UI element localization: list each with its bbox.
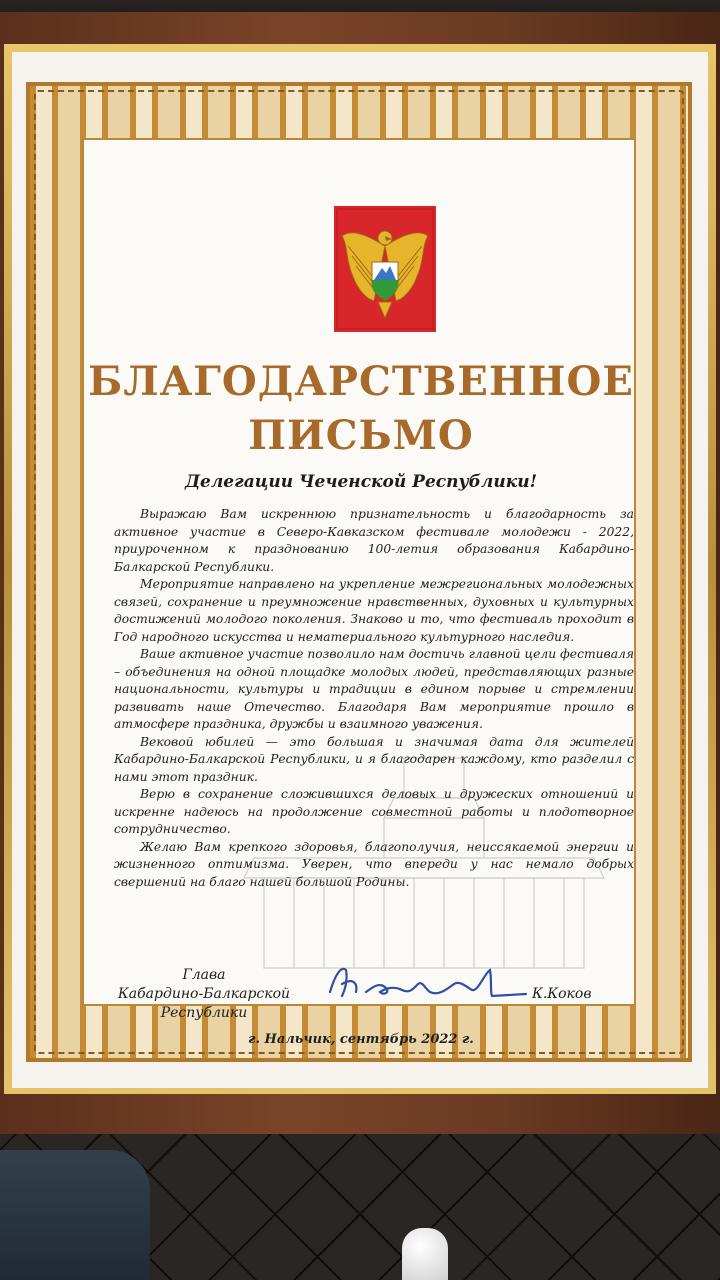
paragraph-1: Выражаю Вам искреннюю признательность и благодарность за активное участие в Северо-Кавказском фестивале молодежи - 2022, приуроченном к празднованию 100-летия образования Кабардино-Балкарской Республики.: [114, 507, 634, 574]
title-line-2: ПИСЬМО: [248, 412, 474, 459]
signatory-line-1: Глава: [182, 967, 226, 983]
coat-of-arms-icon: [334, 206, 436, 332]
handwritten-signature-icon: [322, 952, 532, 1008]
place-date: г. Нальчик, сентябрь 2022 г.: [248, 1032, 474, 1047]
bottle-cap: [402, 1228, 448, 1280]
fabric-edge: [0, 1150, 150, 1280]
signatory-title: [104, 966, 304, 1023]
paragraph-4: Вековой юбилей — это большая и значимая дата для жителей Кабардино-Балкарской Республики, и я благодарен каждому, кто разделил с нами этот праздник.: [114, 734, 634, 784]
certificate-paper: [12, 52, 708, 1088]
paragraph-6: Желаю Вам крепкого здоровья, благополучия, неиссякаемой энергии и жизненного оптимизма. Уверен, что впереди у нас немало добрых свершений на благо нашей большой Родины.: [114, 839, 634, 889]
signatory-name: К.Коков: [532, 986, 592, 1002]
signatory-line-3: Республики: [160, 1005, 248, 1021]
addressee: Делегации Чеченской Республики!: [184, 472, 538, 492]
paragraph-3: Ваше активное участие позволило нам достичь главной цели фестиваля – объединения на одной площадке молодых людей, представляющих разные национальности, культуры и традиции в едином порыве и стремлении развивать наше Отечество. Благодаря Вам мероприятие прошло в атмосфере праздника, дружбы и взаимного уважения.: [114, 647, 634, 731]
certificate-content: [82, 138, 636, 1047]
signatory-line-2: Кабардино-Балкарской: [117, 986, 291, 1002]
letter-body: [114, 506, 634, 891]
paragraph-2: Мероприятие направлено на укрепление межрегиональных молодежных связей, сохранение и преумножение нравственных, духовных и культурных достижений молодого поколения. Знаково и то, что фестиваль проходит в Год народного искусства и нематериального культурного наследия.: [114, 577, 634, 644]
title-line-1: БЛАГОДАРСТВЕННОЕ: [88, 358, 634, 405]
ornamental-border: [26, 82, 692, 1062]
paragraph-5: Верю в сохранение сложившихся деловых и дружеских отношений и искренне надеюсь на продолжение совместной работы и плодотворное сотрудничество.: [114, 787, 634, 836]
